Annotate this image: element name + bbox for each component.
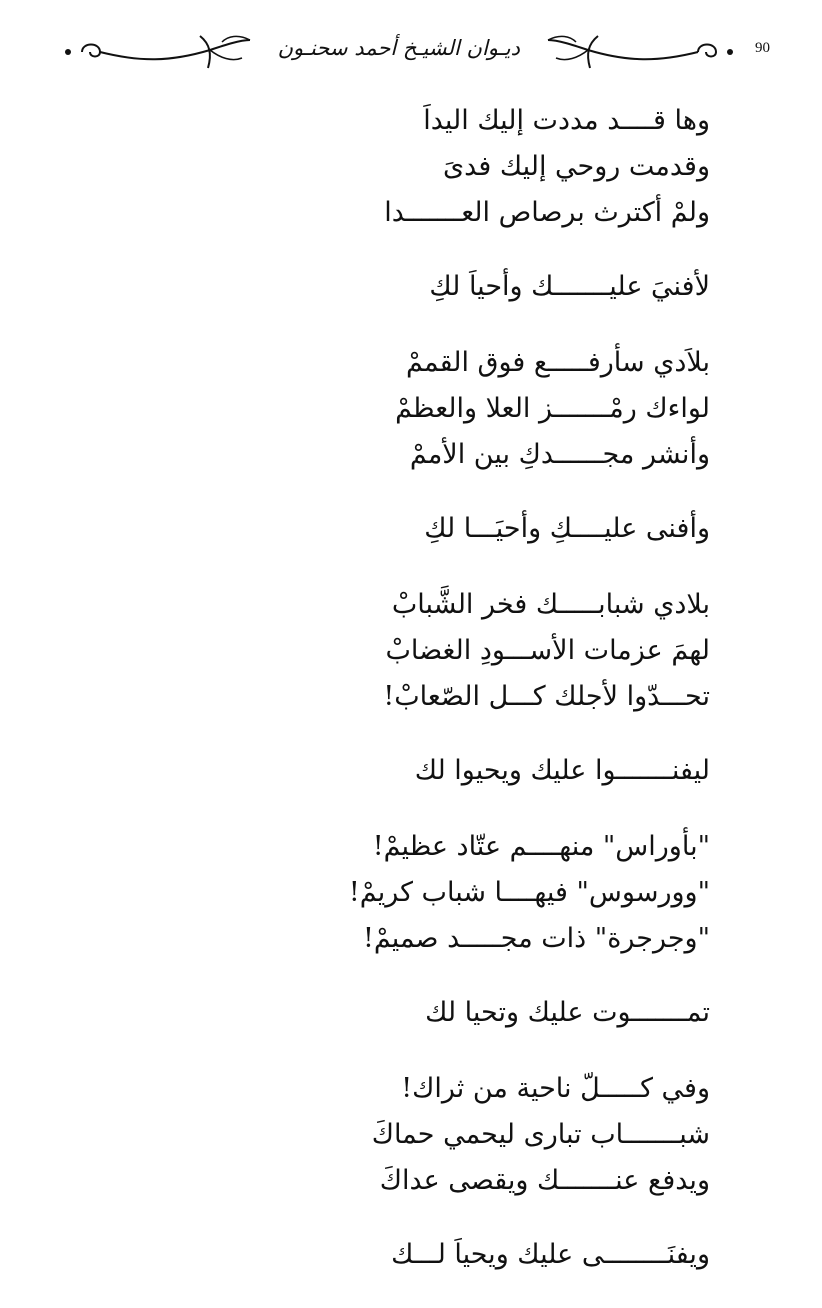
left-scroll-ornament-icon: [60, 28, 260, 76]
refrain-line: تمـــــــوت عليك وتحيا لك: [425, 997, 710, 1028]
refrain-line: لأفنيَ عليـــــــك وأحياَ لكِ: [429, 271, 710, 302]
verse-line: وأنشر مجــــــدكِ بين الأممْ: [409, 439, 710, 470]
poem-body: [100, 98, 710, 1308]
stanza: [100, 1066, 710, 1278]
verse-line: "وورسوس" فيهــــا شباب كريمْ!: [348, 877, 710, 908]
right-scroll-ornament-icon: [538, 28, 738, 76]
verse-line: شبـــــــاب تبارى ليحمي حماكَ: [371, 1119, 710, 1150]
verse-line: وقدمت روحي إليك فدىَ: [443, 151, 710, 182]
stanza: [100, 582, 710, 794]
verse-line: تحـــدّوا لأجلك كـــل الصّعابْ!: [383, 681, 710, 712]
verse-line: ويدفع عنـــــــك ويقصى عداكَ: [379, 1165, 710, 1196]
refrain-line: ويفنَــــــــى عليك ويحياَ لـــك: [391, 1239, 710, 1270]
running-title: ديـوان الشيـخ أحمد سحنـون: [277, 36, 520, 60]
verse-line: بلاَدي سأرفـــــع فوق القممْ: [405, 347, 710, 378]
stanza: [100, 340, 710, 552]
verse-line: لهمَ عزمات الأســـودِ الغضابْ: [385, 635, 710, 666]
verse-line: وها قــــد مددت إليك اليداَ: [423, 105, 710, 136]
page-header: [60, 28, 770, 76]
verse-line: ولمْ أكترث برصاص العـــــــدا: [384, 197, 710, 228]
verse-line: "وجرجرة" ذات مجـــــد صميمْ!: [362, 923, 710, 954]
page-number: 90: [755, 40, 770, 56]
verse-line: وفي كـــــلّ ناحية من ثراك!: [401, 1073, 710, 1104]
verse-line: لواءك رمْـــــــز العلا والعظمْ: [395, 393, 710, 424]
refrain-line: وأفنى عليــــكِ وأحيَـــا لكِ: [424, 513, 710, 544]
stanza: [100, 98, 710, 310]
stanza: [100, 824, 710, 1036]
refrain-line: ليفنـــــــوا عليك ويحيوا لك: [414, 755, 710, 786]
verse-line: بلادي شبابـــــك فخر الشَّبابْ: [391, 589, 710, 620]
verse-line: "بأوراس" منهــــم عتّاد عظيمْ!: [372, 831, 710, 862]
